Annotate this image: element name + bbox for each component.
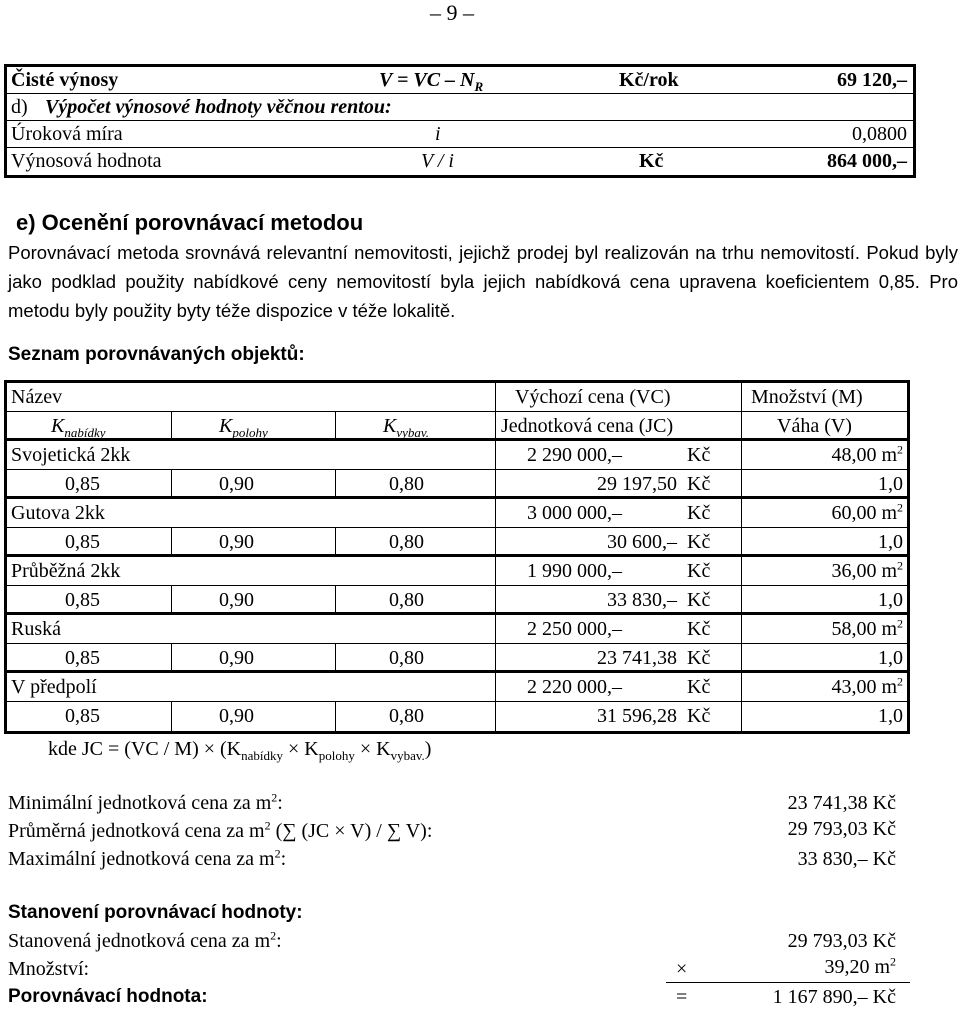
object-k-offer: 0,85 bbox=[65, 647, 100, 669]
col-k-offer-header: $K_{nabídky}$ bbox=[51, 415, 106, 440]
min-price-value: 23 741,38 Kč bbox=[787, 792, 896, 814]
object-jc: 30 600,– bbox=[607, 531, 677, 553]
object-k-equipment: 0,80 bbox=[389, 705, 424, 727]
object-k-offer: 0,85 bbox=[65, 589, 100, 611]
object-k-equipment: 0,80 bbox=[389, 531, 424, 553]
object-jc: 29 197,50 bbox=[597, 473, 677, 495]
object-name: Gutova 2kk bbox=[11, 502, 105, 524]
list-heading: Seznam porovnávaných objektů: bbox=[8, 344, 305, 365]
object-k-location: 0,90 bbox=[219, 473, 254, 495]
object-row bbox=[7, 615, 907, 644]
object-name: Ruská bbox=[11, 618, 61, 640]
comparison-objects bbox=[7, 441, 907, 731]
yield-value-formula: V / i bbox=[421, 150, 454, 172]
interest-rate-symbol: i bbox=[435, 123, 441, 145]
jc-formula-note: kde JC = $(VC / M) \times (K_{nabídky} \times K_{polohy} \times K_{vybav.})$ bbox=[48, 738, 432, 763]
object-name: V předpolí bbox=[11, 676, 97, 698]
col-k-equipment-header: $K_{vybav.}$ bbox=[383, 415, 429, 440]
object-row bbox=[7, 673, 907, 702]
income-table bbox=[4, 64, 916, 178]
object-vc: 2 290 000,– bbox=[527, 444, 622, 466]
object-vc-currency: Kč bbox=[687, 618, 711, 640]
object-jc-currency: Kč bbox=[687, 473, 711, 495]
yield-value-value: 864 000,– bbox=[827, 150, 907, 172]
unit-price-label: Stanovená jednotková cena za $m^2$: bbox=[8, 928, 282, 952]
object-v: 1,0 bbox=[878, 589, 903, 611]
object-row bbox=[7, 557, 907, 586]
object-vc: 3 000 000,– bbox=[527, 502, 622, 524]
object-v: 1,0 bbox=[878, 531, 903, 553]
net-income-row bbox=[7, 67, 913, 94]
col-vc-header: Výchozí cena (VC) bbox=[515, 386, 671, 408]
sum-rule bbox=[666, 982, 910, 983]
object-k-location: 0,90 bbox=[219, 705, 254, 727]
avg-price-value: 29 793,03 Kč bbox=[787, 818, 896, 840]
net-income-value: 69 120,– bbox=[837, 69, 907, 91]
section-e-paragraph: Porovnávací metoda srovnává relevantní nemovitosti, jejichž prodej byl realizován na trhu nemovitostí. Pokud byly jako podklad použity nabídkové ceny nemovitostí byla jejich nabídková cena upravena koeficientem 0,85. Pro metodu byly použity byty téže dispozice v téže lokalitě. bbox=[8, 242, 958, 321]
object-m: 43,00 $m^2$ bbox=[831, 674, 903, 698]
object-k-offer: 0,85 bbox=[65, 473, 100, 495]
comparison-table bbox=[4, 380, 910, 734]
object-m: 48,00 $m^2$ bbox=[831, 442, 903, 466]
comparison-header-row-1 bbox=[7, 383, 907, 412]
object-k-offer: 0,85 bbox=[65, 531, 100, 553]
yield-value-row bbox=[7, 148, 913, 175]
comparative-value: 1 167 890,– Kč bbox=[772, 986, 896, 1008]
object-name: Svojetická 2kk bbox=[11, 444, 131, 466]
object-k-location: 0,90 bbox=[219, 589, 254, 611]
interest-rate-row bbox=[7, 121, 913, 148]
object-coef-row bbox=[7, 586, 907, 615]
quantity-label: Množství: bbox=[8, 958, 90, 980]
object-vc-currency: Kč bbox=[687, 676, 711, 698]
col-m-header: Množství (M) bbox=[751, 386, 863, 408]
unit-price-value: 29 793,03 Kč bbox=[787, 930, 896, 952]
max-price-value: 33 830,– Kč bbox=[797, 848, 896, 870]
equals-symbol: = bbox=[676, 986, 688, 1008]
section-e-heading: e) Ocenění porovnávací metodou bbox=[16, 210, 364, 235]
object-jc-currency: Kč bbox=[687, 705, 711, 727]
object-k-equipment: 0,80 bbox=[389, 589, 424, 611]
object-k-location: 0,90 bbox=[219, 531, 254, 553]
quantity-value: 39,20 $m^2$ bbox=[824, 954, 896, 978]
min-price-label: Minimální jednotková cena za $m^2$: bbox=[8, 790, 283, 814]
object-vc-currency: Kč bbox=[687, 560, 711, 582]
col-name-header: Název bbox=[11, 386, 63, 408]
object-coef-row bbox=[7, 470, 907, 499]
object-vc: 2 250 000,– bbox=[527, 618, 622, 640]
object-coef-row bbox=[7, 644, 907, 673]
object-vc: 2 220 000,– bbox=[527, 676, 622, 698]
net-income-formula: V = VC – $N_R$ bbox=[379, 69, 484, 94]
section-d-prefix: d) bbox=[11, 96, 28, 118]
object-jc: 31 596,28 bbox=[597, 705, 677, 727]
yield-value-unit: Kč bbox=[639, 150, 664, 172]
comparative-value-label: Porovnávací hodnota: bbox=[8, 986, 208, 1007]
object-vc-currency: Kč bbox=[687, 444, 711, 466]
object-coef-row bbox=[7, 702, 907, 731]
max-price-label: Maximální jednotková cena za $m^2$: bbox=[8, 846, 287, 870]
interest-rate-value: 0,0800 bbox=[852, 123, 907, 145]
object-v: 1,0 bbox=[878, 647, 903, 669]
yield-value-label: Výnosová hodnota bbox=[11, 150, 162, 172]
determination-heading: Stanovení porovnávací hodnoty: bbox=[8, 902, 303, 923]
object-v: 1,0 bbox=[878, 705, 903, 727]
object-vc-currency: Kč bbox=[687, 502, 711, 524]
object-jc: 33 830,– bbox=[607, 589, 677, 611]
object-jc: 23 741,38 bbox=[597, 647, 677, 669]
object-k-equipment: 0,80 bbox=[389, 473, 424, 495]
object-jc-currency: Kč bbox=[687, 647, 711, 669]
object-coef-row bbox=[7, 528, 907, 557]
object-name: Průběžná 2kk bbox=[11, 560, 121, 582]
object-k-equipment: 0,80 bbox=[389, 647, 424, 669]
multiply-symbol: × bbox=[676, 958, 688, 980]
net-income-label: Čisté výnosy bbox=[11, 69, 119, 91]
interest-rate-label: Úroková míra bbox=[11, 123, 123, 145]
object-v: 1,0 bbox=[878, 473, 903, 495]
object-row bbox=[7, 441, 907, 470]
col-v-header: Váha (V) bbox=[777, 415, 852, 437]
col-jc-header: Jednotková cena (JC) bbox=[501, 415, 674, 437]
object-row bbox=[7, 499, 907, 528]
object-m: 60,00 $m^2$ bbox=[831, 500, 903, 524]
avg-price-label: Průměrná jednotková cena za $m^2$ (∑ (JC × V) / ∑ V): bbox=[8, 818, 433, 842]
object-k-offer: 0,85 bbox=[65, 705, 100, 727]
object-jc-currency: Kč bbox=[687, 589, 711, 611]
perpetual-rent-row bbox=[7, 94, 913, 121]
page-number: – 9 – bbox=[430, 0, 474, 25]
object-k-location: 0,90 bbox=[219, 647, 254, 669]
object-vc: 1 990 000,– bbox=[527, 560, 622, 582]
object-m: 36,00 $m^2$ bbox=[831, 558, 903, 582]
col-k-location-header: $K_{polohy}$ bbox=[219, 415, 268, 440]
net-income-unit: Kč/rok bbox=[619, 69, 679, 91]
object-m: 58,00 $m^2$ bbox=[831, 616, 903, 640]
section-d-title: Výpočet výnosové hodnoty věčnou rentou: bbox=[45, 96, 392, 118]
comparison-header-row-2 bbox=[7, 412, 907, 441]
object-jc-currency: Kč bbox=[687, 531, 711, 553]
